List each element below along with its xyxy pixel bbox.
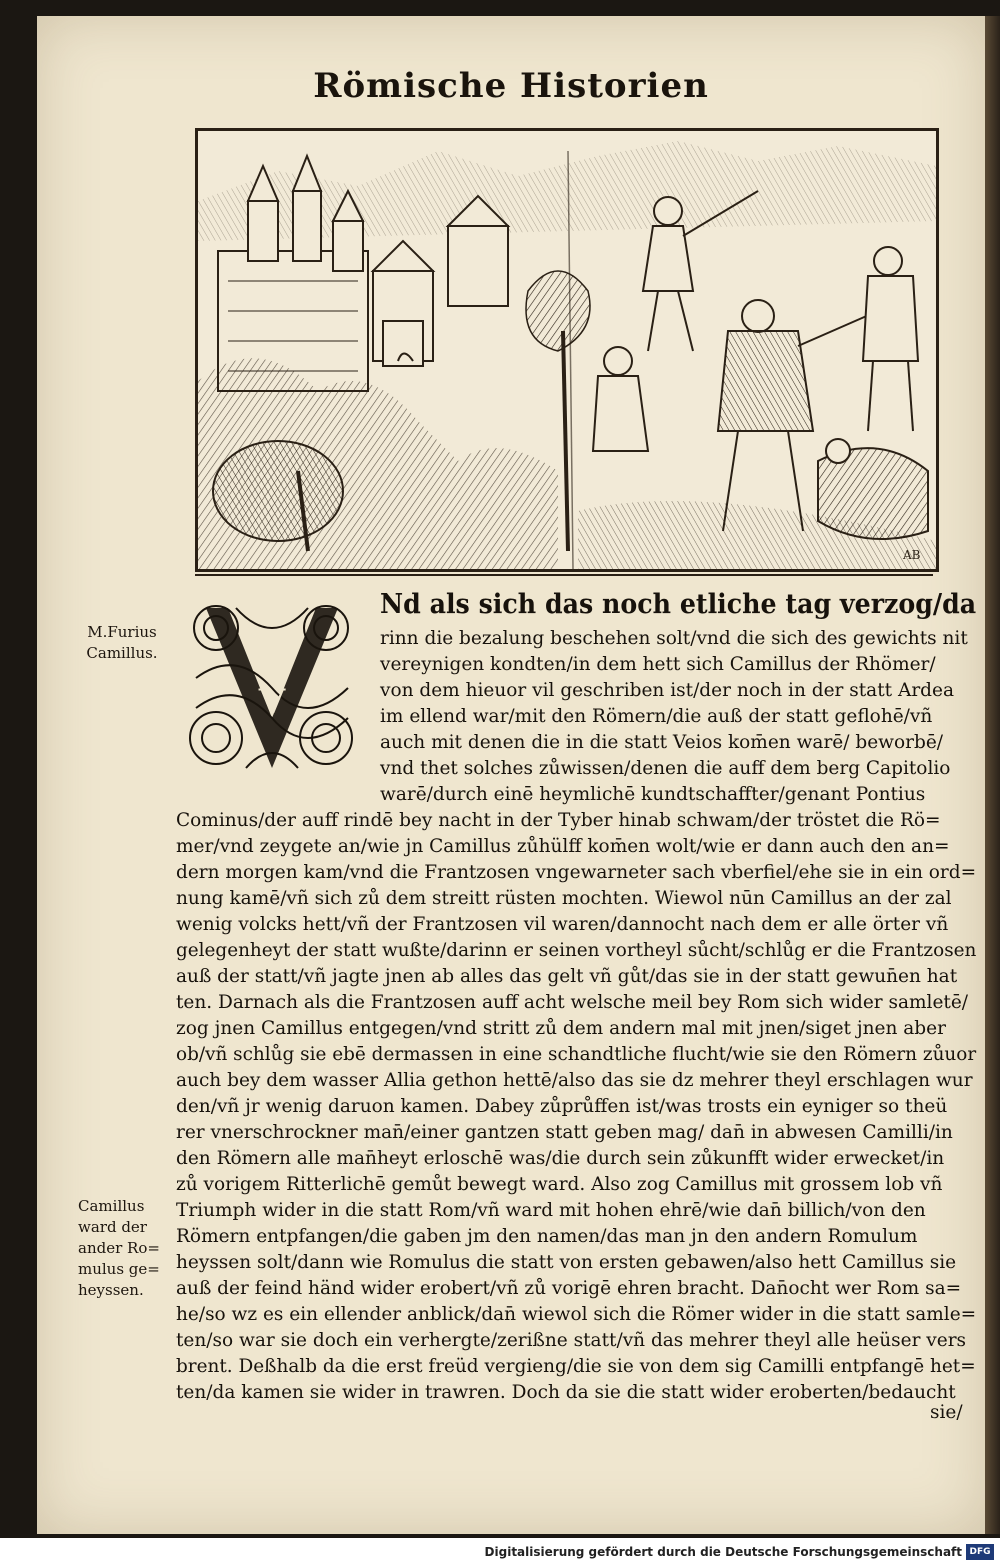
text-line: im ellend war/mit den Römern/die auß der statt geflohē/vñ: [380, 706, 933, 727]
margin-note-line: M.Furius: [87, 623, 157, 641]
text-line: rer vnerschrockner man̄/einer gantzen statt geben mag/ dan̄ in abwesen Camilli/in: [176, 1122, 953, 1143]
decorated-initial: [176, 588, 368, 784]
initial-letter: V: [258, 682, 286, 722]
text-line: ten. Darnach als die Frantzosen auff acht welsche meil bey Rom sich wider samletē/: [176, 992, 969, 1013]
margin-note-line: heyssen.: [78, 1281, 144, 1299]
text-line: Triumph wider in die statt Rom/vñ ward mit hohen ehrē/wie dan̄ billich/von den: [176, 1200, 926, 1221]
text-line: auß der feind händ wider erobert/vñ zů vorigē ehren bracht. Dan̄ocht wer Rom sa=: [176, 1278, 962, 1299]
text-line: ten/so war sie doch ein verhergte/zerißne statt/vñ das mehrer theyl alle heüser vers: [176, 1330, 967, 1351]
text-line: he/so wz es ein ellender anblick/dan̄ wiewol sich die Römer wider in die statt samle=: [176, 1304, 977, 1325]
text-line: brent. Deßhalb da die erst freüd vergieng/die sie von dem sig Camilli entpfangē het=: [176, 1356, 976, 1377]
text-line: von dem hieuor vil geschriben ist/der noch in der statt Ardea: [380, 680, 954, 701]
text-line: Nd als sich das noch etliche tag verzog/da: [380, 589, 977, 620]
text-line: vereynigen kondten/in dem hett sich Camillus der Rhömer/: [380, 654, 936, 675]
margin-note-furius: [72, 622, 172, 664]
text-line: nung kamē/vñ sich zů dem streitt rüsten mochten. Wiewol nūn Camillus an der zal: [176, 888, 952, 909]
text-line: wenig volcks hett/vñ der Frantzosen vil waren/dannocht nach dem er alle örter vñ: [176, 914, 949, 935]
text-line: zog jnen Camillus entgegen/vnd stritt zů dem andern mal mit jnen/siget jnen aber: [176, 1018, 946, 1039]
woodcut-illustration: [195, 128, 939, 572]
dfg-logo: DFG: [966, 1544, 994, 1560]
text-line: vnd thet solches zůwissen/denen die auff dem berg Capitolio: [380, 758, 951, 779]
text-line: rinn die bezalung beschehen solt/vnd die sich des gewichts nit: [380, 628, 968, 649]
page-header: Römische Historien: [313, 66, 709, 106]
text-line: Cominus/der auff rindē bey nacht in der Tyber hinab schwam/der tröstet die Rö=: [176, 810, 941, 831]
separator-rule: [195, 574, 933, 576]
text-line: gelegenheyt der statt wußte/darinn er seinen vortheyl sůcht/schlůg er die Frantzosen: [176, 940, 977, 961]
text-line: auch mit denen die in die statt Veios kom̄en warē/ beworbē/: [380, 732, 943, 753]
text-line: den/vñ jr wenig daruon kamen. Dabey zůprůffen ist/was trosts ein eyniger so theü: [176, 1096, 948, 1117]
text-line: den Römern alle man̄heyt erloschē was/die durch sein zůkunfft wider erwecket/in: [176, 1148, 945, 1169]
text-line: auch bey dem wasser Allia gethon hettē/also das sie dz mehrer theyl erschlagen wur: [176, 1070, 973, 1091]
text-line: auß der statt/vñ jagte jnen ab alles das gelt vñ gůt/das sie in der statt gewun̄en hat: [176, 966, 958, 987]
margin-note-line: ward der: [78, 1218, 147, 1236]
margin-note-line: Camillus.: [86, 644, 158, 662]
margin-note-line: ander Ro=: [78, 1239, 160, 1257]
margin-note-romulus: [78, 1196, 170, 1301]
page-edge: [985, 16, 1000, 1534]
text-line: Römern entpfangen/die gaben jm den namen/das man jn den andern Romulum: [176, 1226, 918, 1247]
funding-notice: Digitalisierung gefördert durch die Deutsche Forschungsgemeinschaft: [484, 1545, 962, 1559]
text-line: zů vorigem Ritterlichē gemůt bewegt ward. Also zog Camillus mit grossem lob vñ: [176, 1174, 943, 1195]
text-line: ten/da kamen sie wider in trawren. Doch da sie die statt wider eroberten/bedaucht: [176, 1382, 956, 1403]
text-line: ob/vñ schlůg sie ebē dermassen in eine schandtliche flucht/wie sie den Römern zůuor: [176, 1044, 977, 1065]
text-line: mer/vnd zeygete an/wie jn Camillus zůhülff kom̄en wolt/wie er dann auch den an=: [176, 836, 950, 857]
text-line: warē/durch einē heymlichē kundtschaffter/genant Pontius: [380, 784, 926, 805]
text-line: dern morgen kam/vnd die Frantzosen vngewarneter sach vberfiel/ehe sie in ein ord=: [176, 862, 977, 883]
text-line: heyssen solt/dann wie Romulus die statt von ersten gebawen/also hett Camillus sie: [176, 1252, 957, 1273]
woodcut-monogram: AB: [903, 548, 921, 562]
margin-note-line: Camillus: [78, 1197, 145, 1215]
footer-bar: [0, 1538, 1000, 1566]
margin-note-line: mulus ge=: [78, 1260, 160, 1278]
catchword: sie/: [930, 1402, 963, 1423]
